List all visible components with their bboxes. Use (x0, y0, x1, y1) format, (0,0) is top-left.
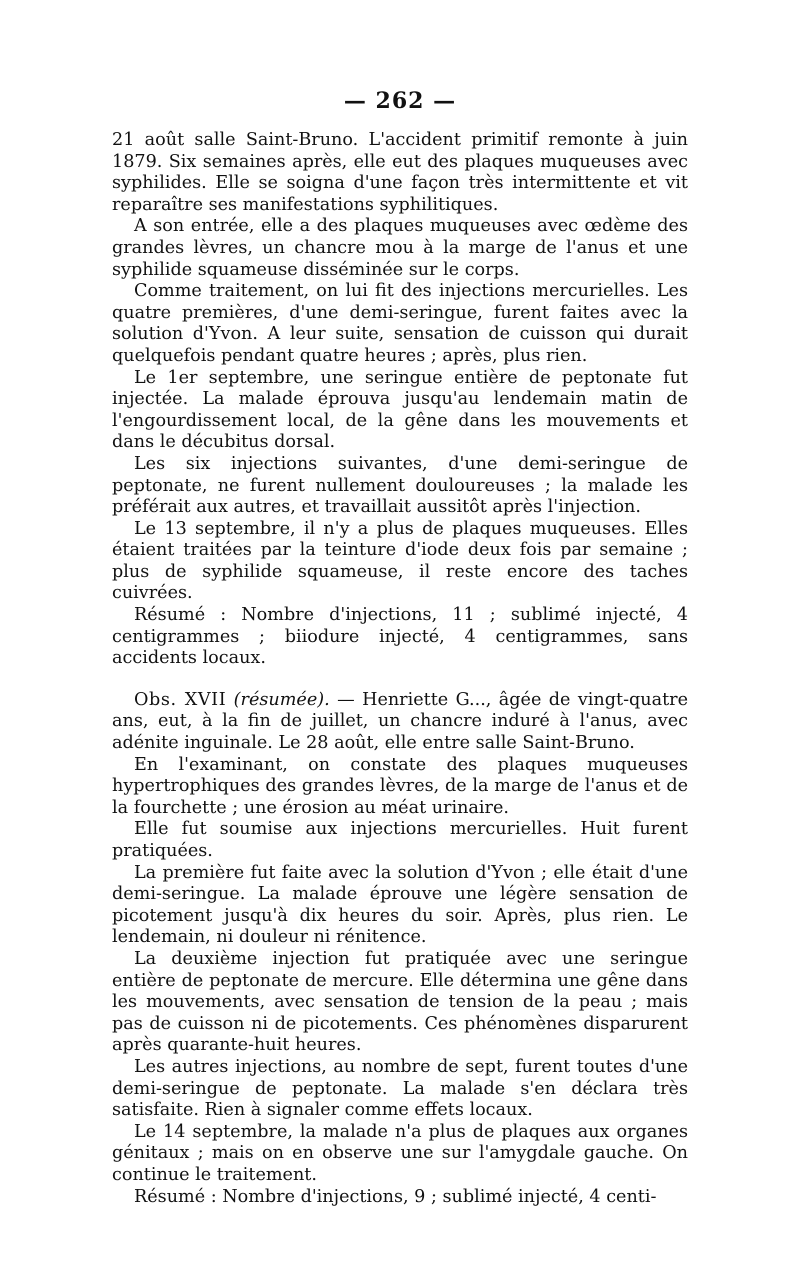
observation-heading-paragraph (112, 690, 688, 755)
paragraph: En l'examinant, on constate des plaques muqueuses hypertrophiques des grandes lèvres, de la marge de l'anus et de la fourchette ; une érosion au méat urinaire. (112, 754, 688, 818)
paragraph: Elle fut soumise aux injections mercurielles. Huit furent pratiquées. (112, 819, 688, 861)
observation-label: Obs. XVII (134, 689, 227, 710)
paragraph: Les six injections suivantes, d'une demi-seringue de peptonate, ne furent nullement douloureuses ; la malade les préférait aux autres, et travaillait aussitôt après l'injection. (112, 453, 688, 518)
observation-subtitle: (résumée). (233, 689, 330, 710)
observation-intro: — Henriette G..., âgée de vingt-quatre ans, eut, à la fin de juillet, un chancre induré à l'anus, avec adénite inguinale. Le 28 août, elle entre salle Saint-Bruno. (112, 689, 689, 754)
paragraph-continuation: 21 août salle Saint-Bruno. L'accident primitif remonte à juin 1879. Six semaines après, elle eut des plaques muqueuses avec syphilides. Elle se soigna d'une façon très intermittente et vit reparaître ses manifestations syphilitiques. (112, 130, 688, 215)
paragraph: Le 14 septembre, la malade n'a plus de plaques aux organes génitaux ; mais on en observe une sur l'amygdale gauche. On continue le traitement. (112, 1121, 688, 1185)
paragraph: La deuxième injection fut pratiquée avec une seringue entière de peptonate de mercure. Elle détermina une gêne dans les mouvements, avec sensation de tension de la peau ; mais pas de cuisson ni de picotements. Ces phénomènes disparurent après quarante-huit heures. (112, 948, 688, 1056)
paragraph: Le 1er septembre, une seringue entière de peptonate fut injectée. La malade éprouva jusqu'au lendemain matin de l'engourdissement local, de la gêne dans les mouvements et dans le décubitus dorsal. (112, 367, 688, 453)
paragraph: Les autres injections, au nombre de sept, furent toutes d'une demi-seringue de peptonate. La malade s'en déclara très satisfaite. Rien à signaler comme effets locaux. (112, 1056, 688, 1121)
paragraph: La première fut faite avec la solution d'Yvon ; elle était d'une demi-seringue. La malade éprouve une légère sensation de picotement jusqu'à dix heures du soir. Après, plus rien. Le lendemain, ni douleur ni rénitence. (112, 862, 688, 948)
body-text (112, 130, 688, 1208)
summary-paragraph: Résumé : Nombre d'injections, 9 ; sublimé injecté, 4 centi- (134, 1186, 657, 1207)
summary-paragraph: Résumé : Nombre d'injections, 11 ; sublimé injecté, 4 centigrammes ; biiodure injecté, 4 centigrammes, sans accidents locaux. (112, 605, 688, 669)
page-number: — 262 — (343, 88, 457, 114)
paragraph: A son entrée, elle a des plaques muqueuses avec œdème des grandes lèvres, un chancre mou à la marge de l'anus et une syphilide squameuse disséminée sur le corps. (112, 216, 688, 280)
paragraph: Comme traitement, on lui fit des injections mercurielles. Les quatre premières, d'une demi-seringue, furent faites avec la solution d'Yvon. A leur suite, sensation de cuisson qui durait quelquefois pendant quatre heures ; après, plus rien. (112, 281, 688, 366)
paragraph: Le 13 septembre, il n'y a plus de plaques muqueuses. Elles étaient traitées par la teinture d'iode deux fois par semaine ; plus de syphilide squameuse, il reste encore des taches cuivrées. (112, 518, 688, 604)
